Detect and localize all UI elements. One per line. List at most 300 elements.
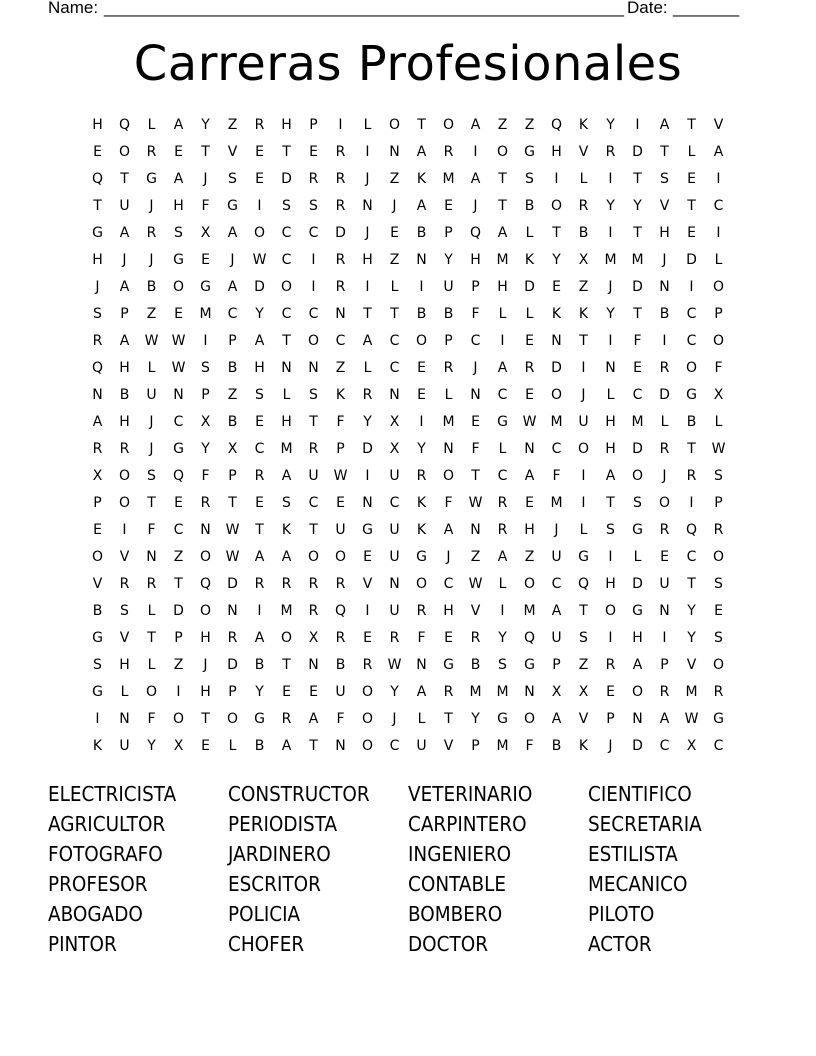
grid-letter[interactable]: T	[579, 603, 588, 619]
grid-letter[interactable]: I	[716, 171, 721, 187]
grid-letter[interactable]: S	[120, 603, 129, 619]
grid-letter[interactable]: E	[174, 495, 183, 511]
grid-letter[interactable]: E	[255, 414, 264, 430]
grid-letter[interactable]: W	[387, 657, 402, 673]
grid-letter[interactable]: I	[203, 333, 208, 349]
grid-letter[interactable]: R	[308, 603, 319, 619]
grid-letter[interactable]: G	[92, 684, 103, 700]
grid-letter[interactable]: C	[308, 306, 319, 322]
grid-letter[interactable]: F	[525, 738, 534, 754]
grid-letter[interactable]: P	[471, 279, 480, 295]
grid-letter[interactable]: T	[201, 144, 210, 160]
grid-letter[interactable]: R	[146, 144, 157, 160]
grid-letter[interactable]: F	[552, 468, 561, 484]
grid-letter[interactable]: T	[687, 441, 696, 457]
grid-letter[interactable]: N	[659, 603, 670, 619]
grid-letter[interactable]: G	[713, 711, 724, 727]
grid-letter[interactable]: P	[444, 225, 453, 241]
grid-letter[interactable]: N	[416, 252, 427, 268]
grid-letter[interactable]: O	[145, 684, 158, 700]
grid-letter[interactable]: E	[255, 495, 264, 511]
grid-letter[interactable]: T	[309, 738, 318, 754]
grid-letter[interactable]: H	[443, 603, 454, 619]
grid-letter[interactable]: T	[417, 117, 426, 133]
grid-letter[interactable]: R	[659, 441, 670, 457]
grid-letter[interactable]: I	[608, 225, 613, 241]
grid-letter[interactable]: D	[632, 279, 643, 295]
grid-letter[interactable]: B	[254, 738, 265, 754]
grid-letter[interactable]: B	[578, 225, 589, 241]
grid-letter[interactable]: Y	[255, 306, 264, 322]
grid-letter[interactable]: V	[470, 603, 481, 619]
grid-letter[interactable]: R	[362, 387, 373, 403]
grid-letter[interactable]: H	[119, 657, 130, 673]
grid-letter[interactable]: O	[712, 549, 725, 565]
grid-letter[interactable]: T	[147, 495, 156, 511]
grid-letter[interactable]: J	[608, 279, 613, 295]
grid-letter[interactable]: Y	[606, 198, 615, 214]
grid-letter[interactable]: E	[390, 225, 399, 241]
grid-letter[interactable]: S	[606, 522, 615, 538]
grid-letter[interactable]: H	[92, 252, 103, 268]
grid-letter[interactable]: E	[255, 171, 264, 187]
grid-letter[interactable]: Y	[498, 630, 507, 646]
grid-letter[interactable]: I	[581, 495, 586, 511]
grid-letter[interactable]: T	[498, 171, 507, 187]
grid-letter[interactable]: P	[552, 657, 561, 673]
grid-letter[interactable]: T	[444, 711, 453, 727]
grid-letter[interactable]: V	[686, 657, 697, 673]
grid-letter[interactable]: K	[578, 306, 589, 322]
grid-letter[interactable]: M	[496, 252, 509, 268]
grid-letter[interactable]: J	[392, 711, 397, 727]
grid-letter[interactable]: R	[335, 144, 346, 160]
grid-letter[interactable]: P	[228, 333, 237, 349]
grid-letter[interactable]: R	[686, 468, 697, 484]
grid-letter[interactable]: O	[172, 711, 185, 727]
grid-letter[interactable]: W	[522, 414, 537, 430]
grid-letter[interactable]: A	[605, 468, 616, 484]
grid-letter[interactable]: I	[311, 279, 316, 295]
grid-letter[interactable]: C	[308, 495, 319, 511]
grid-letter[interactable]: O	[550, 198, 563, 214]
grid-letter[interactable]: X	[227, 441, 238, 457]
grid-letter[interactable]: A	[254, 549, 265, 565]
grid-letter[interactable]: G	[524, 657, 535, 673]
grid-letter[interactable]: F	[417, 630, 426, 646]
grid-letter[interactable]: M	[550, 414, 563, 430]
grid-letter[interactable]: R	[335, 171, 346, 187]
grid-letter[interactable]: N	[308, 657, 319, 673]
grid-letter[interactable]: A	[497, 549, 508, 565]
grid-letter[interactable]: S	[525, 171, 534, 187]
grid-letter[interactable]: Q	[334, 603, 347, 619]
grid-letter[interactable]: R	[227, 630, 238, 646]
grid-letter[interactable]: O	[550, 387, 563, 403]
grid-letter[interactable]: I	[419, 414, 424, 430]
grid-letter[interactable]: A	[308, 711, 319, 727]
grid-letter[interactable]: E	[525, 495, 534, 511]
grid-letter[interactable]: V	[92, 576, 103, 592]
grid-letter[interactable]: B	[524, 198, 535, 214]
grid-letter[interactable]: I	[662, 333, 667, 349]
grid-letter[interactable]: R	[497, 495, 508, 511]
grid-letter[interactable]: N	[200, 522, 211, 538]
grid-letter[interactable]: Q	[685, 522, 698, 538]
grid-letter[interactable]: E	[336, 495, 345, 511]
grid-letter[interactable]: R	[443, 684, 454, 700]
grid-letter[interactable]: S	[579, 630, 588, 646]
grid-letter[interactable]: F	[444, 495, 453, 511]
grid-letter[interactable]: I	[716, 225, 721, 241]
grid-letter[interactable]: O	[442, 468, 455, 484]
grid-letter[interactable]: Z	[146, 306, 157, 322]
grid-letter[interactable]: N	[227, 603, 238, 619]
grid-letter[interactable]: O	[415, 333, 428, 349]
grid-letter[interactable]: O	[199, 549, 212, 565]
grid-letter[interactable]: J	[122, 252, 127, 268]
grid-letter[interactable]: G	[173, 252, 184, 268]
grid-letter[interactable]: J	[230, 252, 235, 268]
grid-letter[interactable]: A	[281, 549, 292, 565]
grid-letter[interactable]: Y	[687, 603, 696, 619]
grid-letter[interactable]: E	[444, 630, 453, 646]
grid-letter[interactable]: O	[361, 711, 374, 727]
grid-letter[interactable]: P	[471, 738, 480, 754]
grid-letter[interactable]: F	[471, 306, 480, 322]
grid-letter[interactable]: J	[662, 252, 667, 268]
grid-letter[interactable]: H	[281, 414, 292, 430]
grid-letter[interactable]: U	[551, 630, 562, 646]
grid-letter[interactable]: K	[578, 117, 589, 133]
grid-letter[interactable]: G	[362, 522, 373, 538]
grid-letter[interactable]: R	[281, 711, 292, 727]
grid-letter[interactable]: R	[470, 630, 481, 646]
grid-letter[interactable]: H	[200, 684, 211, 700]
grid-letter[interactable]: D	[281, 171, 292, 187]
grid-letter[interactable]: V	[659, 198, 670, 214]
grid-letter[interactable]: R	[335, 252, 346, 268]
grid-letter[interactable]: Y	[606, 306, 615, 322]
grid-letter[interactable]: K	[335, 387, 346, 403]
grid-letter[interactable]: J	[365, 225, 370, 241]
grid-letter[interactable]: I	[473, 144, 478, 160]
grid-letter[interactable]: O	[361, 684, 374, 700]
grid-letter[interactable]: M	[442, 171, 455, 187]
grid-letter[interactable]: G	[497, 711, 508, 727]
grid-letter[interactable]: O	[91, 549, 104, 565]
grid-letter[interactable]: W	[144, 333, 159, 349]
grid-letter[interactable]: R	[146, 576, 157, 592]
grid-letter[interactable]: F	[471, 441, 480, 457]
grid-letter[interactable]: H	[524, 522, 535, 538]
grid-letter[interactable]: P	[228, 468, 237, 484]
grid-letter[interactable]: Z	[227, 387, 238, 403]
grid-letter[interactable]: P	[660, 657, 669, 673]
grid-letter[interactable]: L	[120, 684, 129, 700]
grid-letter[interactable]: A	[470, 171, 481, 187]
grid-letter[interactable]: U	[416, 738, 427, 754]
grid-letter[interactable]: E	[633, 360, 642, 376]
grid-letter[interactable]: I	[257, 198, 262, 214]
grid-letter[interactable]: Z	[173, 549, 184, 565]
grid-letter[interactable]: R	[200, 495, 211, 511]
grid-letter[interactable]: Y	[390, 684, 399, 700]
grid-letter[interactable]: L	[498, 576, 507, 592]
grid-letter[interactable]: C	[713, 738, 724, 754]
grid-letter[interactable]: O	[658, 495, 671, 511]
grid-letter[interactable]: O	[361, 738, 374, 754]
grid-letter[interactable]: U	[308, 468, 319, 484]
grid-letter[interactable]: E	[525, 333, 534, 349]
grid-letter[interactable]: L	[363, 360, 372, 376]
grid-letter[interactable]: P	[93, 495, 102, 511]
grid-letter[interactable]: I	[365, 468, 370, 484]
grid-letter[interactable]: A	[470, 117, 481, 133]
grid-letter[interactable]: C	[389, 738, 400, 754]
grid-letter[interactable]: H	[470, 252, 481, 268]
grid-letter[interactable]: I	[311, 252, 316, 268]
grid-letter[interactable]: W	[225, 549, 240, 565]
grid-letter[interactable]: A	[443, 522, 454, 538]
grid-letter[interactable]: Y	[687, 630, 696, 646]
grid-letter[interactable]: R	[713, 684, 724, 700]
grid-letter[interactable]: E	[93, 144, 102, 160]
grid-letter[interactable]: D	[173, 603, 184, 619]
grid-letter[interactable]: O	[118, 495, 131, 511]
grid-letter[interactable]: S	[714, 630, 723, 646]
grid-letter[interactable]: A	[254, 630, 265, 646]
grid-letter[interactable]: X	[551, 684, 562, 700]
grid-letter[interactable]: L	[228, 738, 237, 754]
grid-letter[interactable]: L	[606, 387, 615, 403]
grid-letter[interactable]: O	[280, 630, 293, 646]
grid-letter[interactable]: I	[365, 144, 370, 160]
grid-letter[interactable]: L	[687, 144, 696, 160]
grid-letter[interactable]: T	[93, 198, 102, 214]
grid-letter[interactable]: R	[308, 576, 319, 592]
grid-letter[interactable]: G	[686, 387, 697, 403]
grid-letter[interactable]: E	[417, 360, 426, 376]
grid-letter[interactable]: C	[497, 468, 508, 484]
grid-letter[interactable]: H	[605, 414, 616, 430]
grid-letter[interactable]: N	[119, 711, 130, 727]
grid-letter[interactable]: R	[659, 522, 670, 538]
grid-letter[interactable]: C	[686, 549, 697, 565]
grid-letter[interactable]: G	[524, 144, 535, 160]
grid-letter[interactable]: N	[524, 684, 535, 700]
grid-letter[interactable]: I	[608, 171, 613, 187]
grid-letter[interactable]: E	[201, 738, 210, 754]
grid-letter[interactable]: O	[415, 576, 428, 592]
grid-letter[interactable]: O	[712, 279, 725, 295]
grid-letter[interactable]: E	[687, 225, 696, 241]
grid-letter[interactable]: J	[662, 468, 667, 484]
grid-letter[interactable]: E	[309, 684, 318, 700]
grid-letter[interactable]: I	[608, 630, 613, 646]
grid-letter[interactable]: A	[92, 414, 103, 430]
grid-letter[interactable]: O	[631, 468, 644, 484]
grid-letter[interactable]: Y	[444, 252, 453, 268]
grid-letter[interactable]: L	[417, 711, 426, 727]
grid-letter[interactable]: T	[660, 144, 669, 160]
grid-letter[interactable]: E	[363, 630, 372, 646]
grid-letter[interactable]: A	[227, 225, 238, 241]
grid-letter[interactable]: I	[689, 279, 694, 295]
grid-letter[interactable]: M	[469, 684, 482, 700]
grid-letter[interactable]: J	[608, 738, 613, 754]
grid-letter[interactable]: Q	[91, 360, 104, 376]
grid-letter[interactable]: U	[551, 549, 562, 565]
grid-letter[interactable]: R	[659, 360, 670, 376]
grid-letter[interactable]: E	[471, 414, 480, 430]
grid-letter[interactable]: Q	[118, 117, 131, 133]
grid-letter[interactable]: S	[174, 225, 183, 241]
grid-letter[interactable]: Y	[147, 738, 156, 754]
grid-letter[interactable]: B	[227, 360, 238, 376]
grid-letter[interactable]: I	[365, 279, 370, 295]
grid-letter[interactable]: A	[659, 711, 670, 727]
grid-letter[interactable]: N	[146, 549, 157, 565]
grid-letter[interactable]: T	[579, 333, 588, 349]
grid-letter[interactable]: D	[632, 576, 643, 592]
grid-letter[interactable]: A	[659, 117, 670, 133]
grid-letter[interactable]: A	[119, 279, 130, 295]
grid-letter[interactable]: O	[523, 576, 536, 592]
grid-letter[interactable]: N	[659, 279, 670, 295]
grid-letter[interactable]: R	[254, 468, 265, 484]
grid-letter[interactable]: L	[444, 387, 453, 403]
grid-letter[interactable]: L	[147, 603, 156, 619]
grid-letter[interactable]: P	[444, 333, 453, 349]
grid-letter[interactable]: C	[470, 333, 481, 349]
grid-letter[interactable]: Q	[469, 225, 482, 241]
grid-letter[interactable]: R	[713, 522, 724, 538]
grid-letter[interactable]: X	[686, 738, 697, 754]
grid-letter[interactable]: D	[335, 225, 346, 241]
grid-letter[interactable]: K	[92, 738, 103, 754]
grid-letter[interactable]: U	[443, 279, 454, 295]
grid-letter[interactable]: O	[523, 711, 536, 727]
grid-letter[interactable]: O	[118, 144, 131, 160]
grid-letter[interactable]: I	[689, 495, 694, 511]
grid-letter[interactable]: C	[686, 333, 697, 349]
grid-letter[interactable]: O	[631, 684, 644, 700]
grid-letter[interactable]: E	[687, 171, 696, 187]
grid-letter[interactable]: S	[282, 495, 291, 511]
grid-letter[interactable]: O	[334, 549, 347, 565]
grid-letter[interactable]: I	[122, 522, 127, 538]
grid-letter[interactable]: B	[146, 279, 157, 295]
grid-letter[interactable]: R	[524, 360, 535, 376]
grid-letter[interactable]: V	[443, 738, 454, 754]
grid-letter[interactable]: K	[281, 522, 292, 538]
grid-letter[interactable]: T	[471, 468, 480, 484]
grid-letter[interactable]: J	[203, 657, 208, 673]
grid-letter[interactable]: Z	[578, 279, 589, 295]
grid-letter[interactable]: S	[228, 171, 237, 187]
grid-letter[interactable]: T	[687, 576, 696, 592]
grid-letter[interactable]: I	[608, 549, 613, 565]
grid-letter[interactable]: T	[687, 198, 696, 214]
grid-letter[interactable]: C	[389, 495, 400, 511]
grid-letter[interactable]: L	[147, 360, 156, 376]
grid-letter[interactable]: S	[498, 657, 507, 673]
grid-letter[interactable]: R	[659, 684, 670, 700]
grid-letter[interactable]: W	[252, 252, 267, 268]
grid-letter[interactable]: E	[660, 549, 669, 565]
grid-letter[interactable]: Y	[552, 252, 561, 268]
grid-letter[interactable]: H	[497, 279, 508, 295]
grid-letter[interactable]: H	[605, 576, 616, 592]
grid-letter[interactable]: L	[363, 117, 372, 133]
grid-letter[interactable]: R	[119, 441, 130, 457]
grid-letter[interactable]: S	[282, 198, 291, 214]
grid-letter[interactable]: Y	[633, 198, 642, 214]
grid-letter[interactable]: M	[496, 684, 509, 700]
grid-letter[interactable]: H	[173, 198, 184, 214]
grid-letter[interactable]: T	[309, 414, 318, 430]
grid-letter[interactable]: O	[442, 117, 455, 133]
grid-letter[interactable]: Y	[255, 684, 264, 700]
grid-letter[interactable]: L	[579, 171, 588, 187]
grid-letter[interactable]: I	[365, 603, 370, 619]
grid-letter[interactable]: R	[119, 576, 130, 592]
grid-letter[interactable]: T	[120, 171, 129, 187]
grid-letter[interactable]: I	[176, 684, 181, 700]
grid-letter[interactable]: M	[523, 603, 536, 619]
grid-letter[interactable]: R	[416, 468, 427, 484]
grid-letter[interactable]: N	[443, 441, 454, 457]
grid-letter[interactable]: G	[632, 522, 643, 538]
grid-letter[interactable]: P	[201, 387, 210, 403]
grid-letter[interactable]: N	[362, 198, 373, 214]
grid-letter[interactable]: O	[226, 711, 239, 727]
grid-letter[interactable]: N	[389, 576, 400, 592]
grid-letter[interactable]: Q	[523, 630, 536, 646]
grid-letter[interactable]: N	[416, 657, 427, 673]
grid-letter[interactable]: J	[95, 279, 100, 295]
grid-letter[interactable]: O	[604, 603, 617, 619]
grid-letter[interactable]: H	[632, 630, 643, 646]
grid-letter[interactable]: A	[416, 684, 427, 700]
grid-letter[interactable]: Z	[227, 117, 238, 133]
grid-letter[interactable]: C	[686, 306, 697, 322]
grid-letter[interactable]: Q	[199, 576, 212, 592]
grid-letter[interactable]: B	[470, 657, 481, 673]
grid-letter[interactable]: N	[308, 360, 319, 376]
grid-letter[interactable]: S	[309, 198, 318, 214]
grid-letter[interactable]: N	[281, 360, 292, 376]
grid-letter[interactable]: E	[714, 603, 723, 619]
grid-letter[interactable]: B	[335, 657, 346, 673]
grid-letter[interactable]: R	[254, 576, 265, 592]
grid-letter[interactable]: T	[282, 657, 291, 673]
grid-letter[interactable]: T	[390, 306, 399, 322]
grid-letter[interactable]: K	[416, 495, 427, 511]
grid-letter[interactable]: H	[281, 117, 292, 133]
grid-letter[interactable]: K	[551, 306, 562, 322]
grid-letter[interactable]: E	[201, 252, 210, 268]
grid-letter[interactable]: F	[714, 360, 723, 376]
grid-letter[interactable]: Z	[497, 117, 508, 133]
grid-letter[interactable]: T	[282, 333, 291, 349]
grid-letter[interactable]: P	[309, 117, 318, 133]
grid-letter[interactable]: H	[551, 144, 562, 160]
grid-letter[interactable]: D	[524, 279, 535, 295]
grid-letter[interactable]: M	[199, 306, 212, 322]
grid-letter[interactable]: W	[468, 576, 483, 592]
